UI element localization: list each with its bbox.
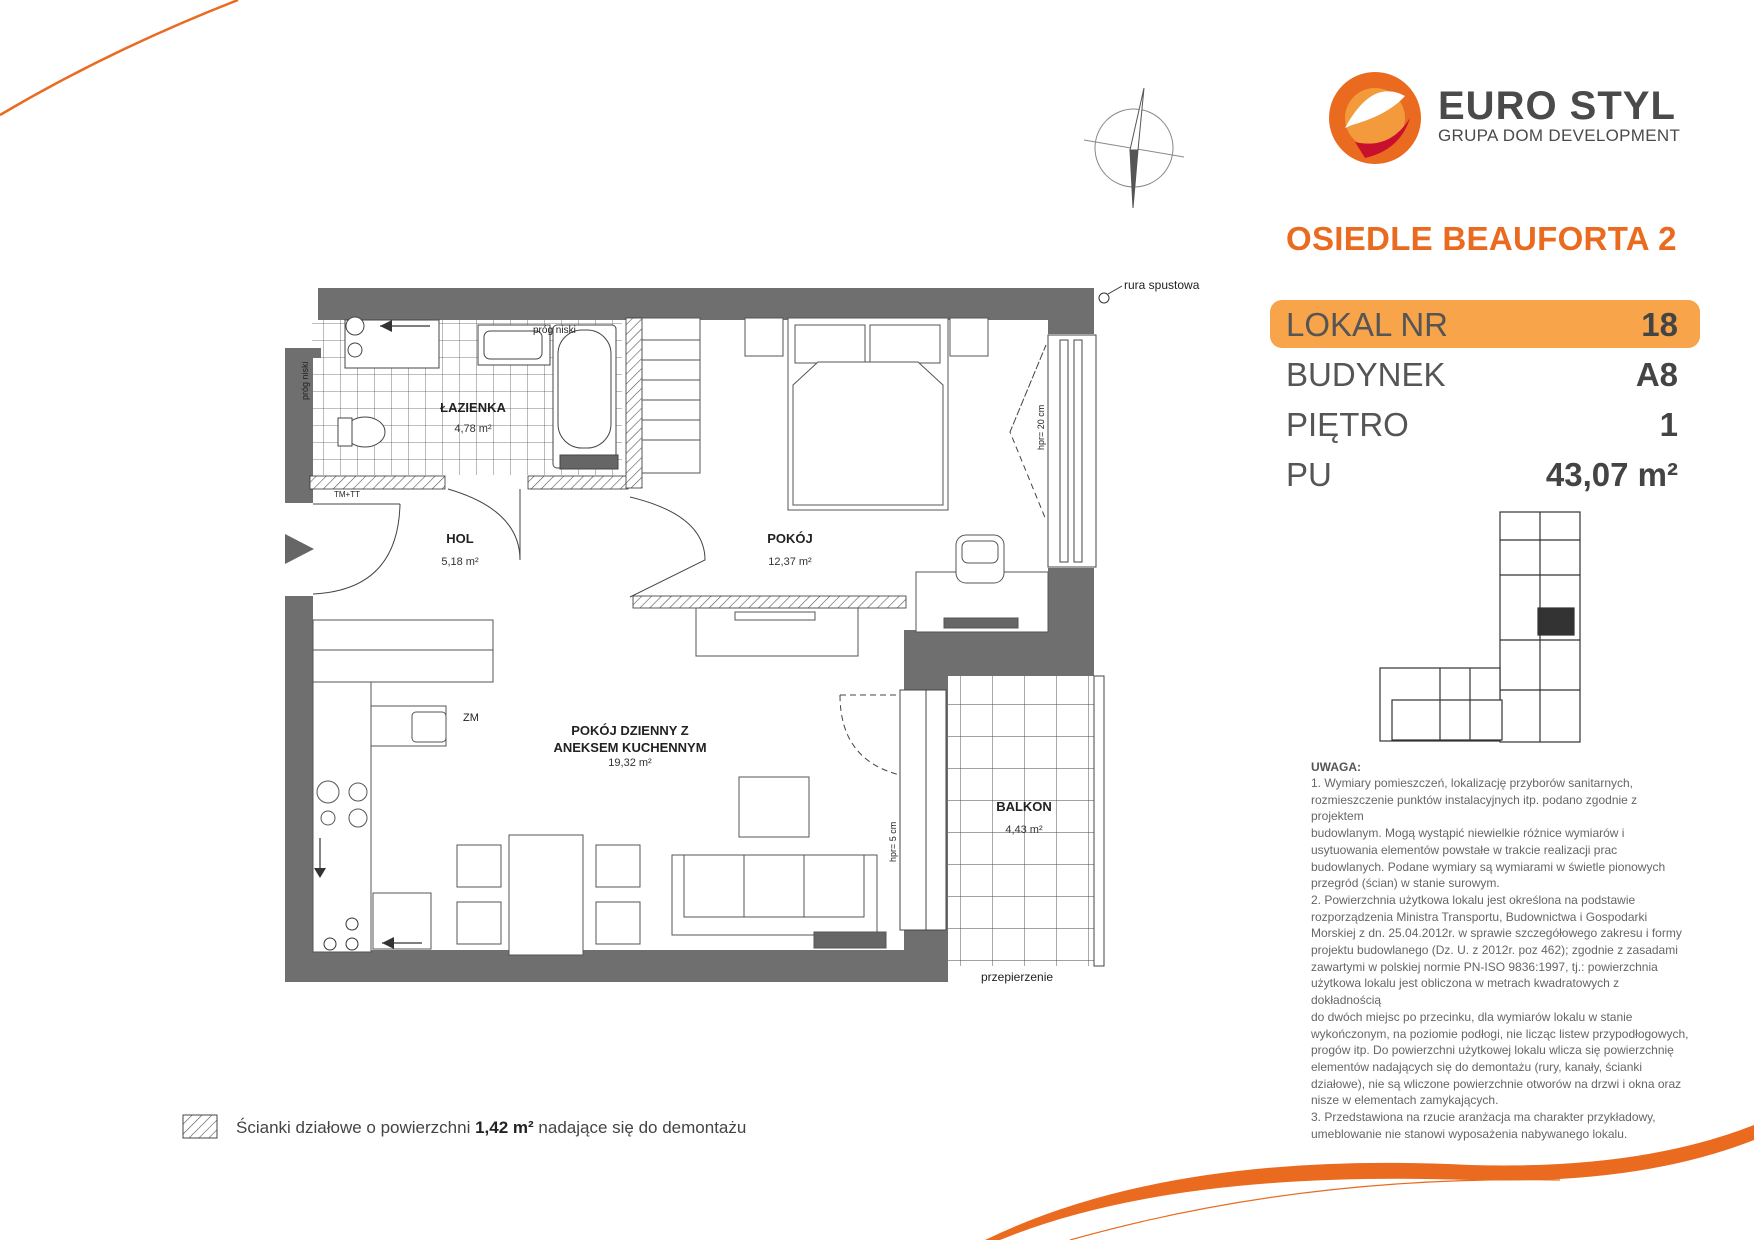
label-hpr-5: hpr= 5 cm [888, 821, 898, 862]
project-title: OSIEDLE BEAUFORTA 2 [1286, 220, 1677, 257]
legend-text-before: Ścianki działowe o powierzchni [236, 1118, 471, 1137]
info-label: PIĘTRO [1286, 406, 1409, 443]
legend-text-after: nadające się do demontażu [538, 1118, 747, 1137]
info-value: 43,07 m² [1545, 456, 1678, 493]
legend-text [236, 1118, 746, 1138]
room-area-lazienka: 4,78 m² [454, 423, 492, 435]
compass-icon [1084, 88, 1184, 208]
balcony-tile-floor [948, 676, 1098, 966]
brand-name: EURO STYL [1438, 84, 1676, 128]
info-row-lokal [1270, 300, 1700, 348]
notes-text: 1. Wymiary pomieszczeń, lokalizację przyborów sanitarnych, rozmieszczenie punktów instalacyjnych itp. podano zgodnie z projektem budowlanym. Mogą wystąpić niewielkie różnice wymiarów i usytuowania elementów powstałe w trakcie realizacji prac budowlanych. Podane wymiary są wymiarami w świetle pionowych przegród (ścian) w stanie surowym. 2. Powierzchnia użytkowa lokalu jest określona na podstawie rozporządzenia Ministra Transportu, Budownictwa i Gospodarki Morskiej z dn. 25.04.2012r. w sprawie szczegółowego zakresu i formy projektu budowlanego (Dz. U. z 2012r. poz 462); zgodnie z zasadami zawartymi w polskiej normie PN-ISO 9836:1997, tj.: powierzchnia użytkowa lokalu jest obliczona w metrach kwadratowych z dokładnością do dwóch miejsc po przecinku, dla wymiarów lokalu w stanie wykończonym, na poziomie podłogi, nie licząc listew przypodłogowych, progów itp. Do powierzchni użytkowej lokalu wlicza się powierzchnię elementów nadających się do demontażu (rury, kanały, ścianki działowe), nie są wliczone powierzchnie otworów na drzwi i okna oraz nisze w elementach zamykających. 3. Przedstawiona na rzucie aranżacja ma charakter przykładowy, umeblowanie nie stanowi wyposażenia nabywanego lokalu. [1311, 776, 1689, 1141]
room-area-balkon: 4,43 m² [1005, 824, 1043, 836]
info-value: 18 [1641, 306, 1678, 343]
euro-styl-logo [1329, 72, 1421, 164]
decorative-swoosh-top [0, 0, 238, 115]
label-przepierzenie: przepierzenie [981, 970, 1054, 984]
sofa [672, 855, 877, 935]
label-prog-niski-2: próg niski [300, 361, 310, 400]
label-hpr-20: hpr= 20 cm [1036, 404, 1046, 450]
info-label: LOKAL NR [1286, 306, 1449, 343]
room-area-dzienny: 19,32 m² [608, 757, 652, 769]
info-row-pu [1270, 450, 1700, 498]
label-tm-tt: TM+TT [334, 490, 360, 499]
info-label: BUDYNEK [1286, 356, 1446, 393]
wardrobe [642, 318, 700, 473]
info-value: 1 [1659, 406, 1678, 443]
room-name-lazienka: ŁAZIENKA [440, 400, 506, 415]
label-rura: rura spustowa [1124, 278, 1200, 292]
apartment-plan [285, 286, 1122, 982]
room-area-hol: 5,18 m² [441, 556, 479, 568]
legend-hatch-icon [183, 1115, 217, 1138]
room-name-dzienny-2: ANEKSEM KUCHENNYM [553, 740, 707, 755]
rain-pipe-icon [1099, 293, 1109, 303]
info-row-pietro [1270, 400, 1700, 448]
room-name-pokoj: POKÓJ [767, 531, 813, 546]
room-name-balkon: BALKON [996, 799, 1052, 814]
label-zm: ZM [463, 712, 479, 724]
info-label: PU [1286, 456, 1332, 493]
notes-title: UWAGA: [1311, 760, 1361, 774]
room-name-dzienny-1: POKÓJ DZIENNY Z [571, 723, 689, 738]
radiator [814, 932, 886, 948]
legend-value: 1,42 m² [475, 1118, 534, 1137]
label-prog-niski: próg niski [533, 325, 576, 336]
building-key-plan [1380, 512, 1580, 742]
room-name-hol: HOL [446, 531, 474, 546]
info-row-budynek [1270, 350, 1700, 398]
info-value: A8 [1635, 356, 1678, 393]
unit-18-highlight [1538, 608, 1574, 635]
brand-subtitle: GRUPA DOM DEVELOPMENT [1438, 126, 1681, 145]
room-area-pokoj: 12,37 m² [768, 556, 812, 568]
